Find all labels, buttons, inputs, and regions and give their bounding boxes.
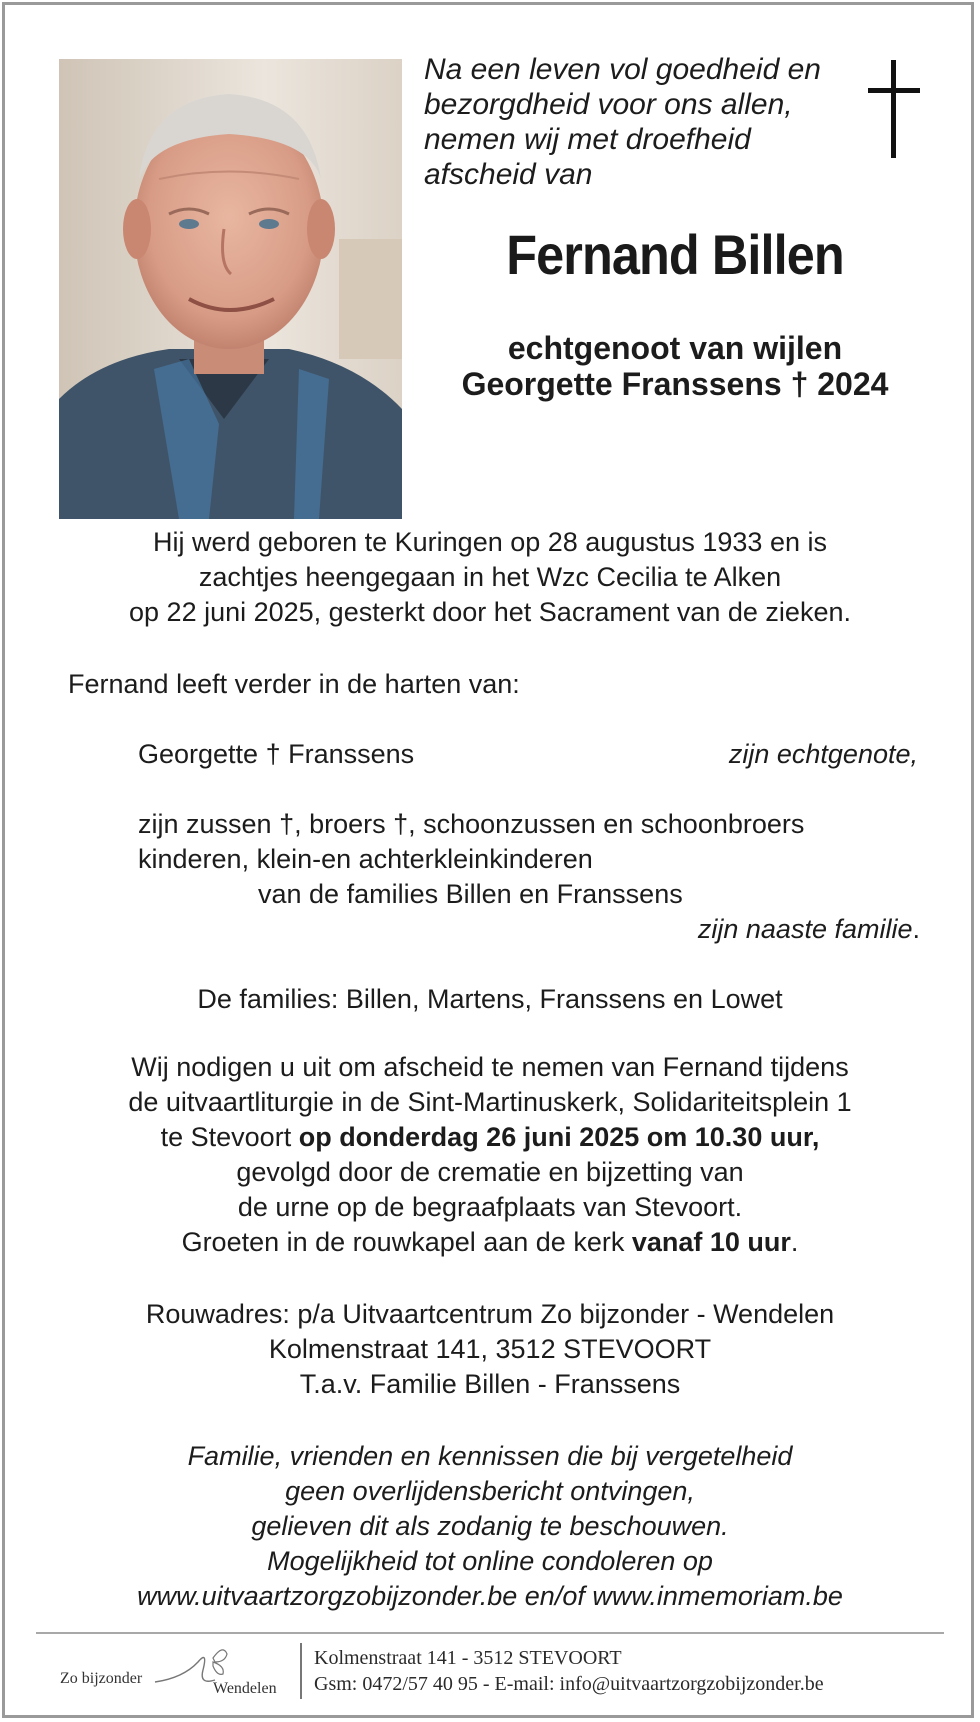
invite-line: Wij nodigen u uit om afscheid te nemen van Fernand tijdens — [131, 1052, 849, 1082]
invite-line: gevolgd door de crematie en bijzetting van — [236, 1157, 744, 1187]
family-line: zijn zussen †, broers †, schoonzussen en schoonbroers — [138, 809, 805, 839]
ceremony-datetime: op donderdag 26 juni 2025 om 10.30 uur, — [298, 1122, 820, 1152]
invite-line6-text: Groeten in de rouwkapel aan de kerk — [181, 1227, 632, 1257]
closing-line: Familie, vrienden en kennissen die bij vergetelheid — [187, 1441, 793, 1471]
intro-line: afscheid van — [424, 158, 593, 191]
footer-contact — [314, 1645, 824, 1697]
relative-spouse-name: Georgette † Franssens — [138, 739, 415, 769]
funeral-home-logo — [58, 1640, 298, 1700]
address-paragraph — [0, 1297, 980, 1402]
cross-icon — [864, 60, 924, 160]
birth-paragraph — [0, 525, 980, 630]
invite-line — [0, 1120, 980, 1155]
birth-line: op 22 juni 2025, gesterkt door het Sacrament van de zieken. — [129, 597, 851, 627]
address-line: Rouwadres: p/a Uitvaartcentrum Zo bijzonder - Wendelen — [145, 1299, 835, 1329]
birth-line: Hij werd geboren te Kuringen op 28 augustus 1933 en is — [153, 527, 827, 557]
hearts-intro: Fernand leeft verder in de harten van: — [68, 669, 520, 699]
intro-line: nemen wij met droefheid — [424, 123, 751, 156]
spouse-info — [410, 330, 940, 402]
families-line: De families: Billen, Martens, Franssens en Lowet — [197, 984, 783, 1014]
greeting-time: vanaf 10 uur — [631, 1227, 791, 1257]
address-line: Kolmenstraat 141, 3512 STEVOORT — [268, 1334, 712, 1364]
invite-line — [0, 1225, 980, 1260]
family-role — [698, 912, 920, 947]
footer-address: Kolmenstraat 141 - 3512 STEVOORT — [314, 1647, 622, 1669]
closing-line: Mogelijkheid tot online condoleren op — [267, 1546, 713, 1576]
portrait-photo — [59, 59, 402, 519]
invite-line3-text: te Stevoort — [160, 1122, 299, 1152]
closing-line: geen overlijdensbericht ontvingen, — [285, 1476, 695, 1506]
family-line: van de families Billen en Franssens — [258, 879, 683, 909]
footer-phone-email: Gsm: 0472/57 40 95 - E-mail: info@uitvaartzorgzobijzonder.be — [314, 1673, 824, 1695]
closing-line: gelieven dit als zodanig te beschouwen. — [251, 1511, 729, 1541]
family-role-end: . — [912, 914, 920, 944]
relative-spouse-role: zijn echtgenote, — [728, 739, 918, 769]
invite-line: de urne op de begraafplaats van Stevoort. — [237, 1192, 743, 1222]
logo-text-right: Wendelen — [213, 1680, 277, 1697]
intro-text — [424, 52, 864, 192]
family-line: kinderen, klein-en achterkleinkinderen — [138, 844, 593, 874]
spouse-line: echtgenoot van wijlen — [507, 330, 843, 366]
footer-divider — [36, 1632, 944, 1634]
family-role-text: zijn naaste familie — [697, 914, 913, 944]
birth-line: zachtjes heengegaan in het Wzc Cecilia te Alken — [198, 562, 782, 592]
spouse-line: Georgette Franssens † 2024 — [461, 366, 889, 402]
invite-line: de uitvaartliturgie in de Sint-Martinuskerk, Solidariteitsplein 1 — [128, 1087, 852, 1117]
intro-line: bezorgdheid voor ons allen, — [424, 88, 793, 121]
address-line: T.a.v. Familie Billen - Franssens — [299, 1369, 681, 1399]
intro-line: Na een leven vol goedheid en — [424, 53, 821, 86]
footer-vertical-divider — [300, 1643, 302, 1699]
closing-paragraph — [0, 1439, 980, 1614]
invite-paragraph — [0, 1050, 980, 1260]
invite-line6-end: . — [790, 1227, 799, 1257]
closing-line: www.uitvaartzorgzobijzonder.be en/of www.inmemoriam.be — [137, 1581, 843, 1611]
deceased-name: Fernand Billen — [506, 223, 844, 286]
logo-text-left: Zo bijzonder — [60, 1670, 143, 1687]
